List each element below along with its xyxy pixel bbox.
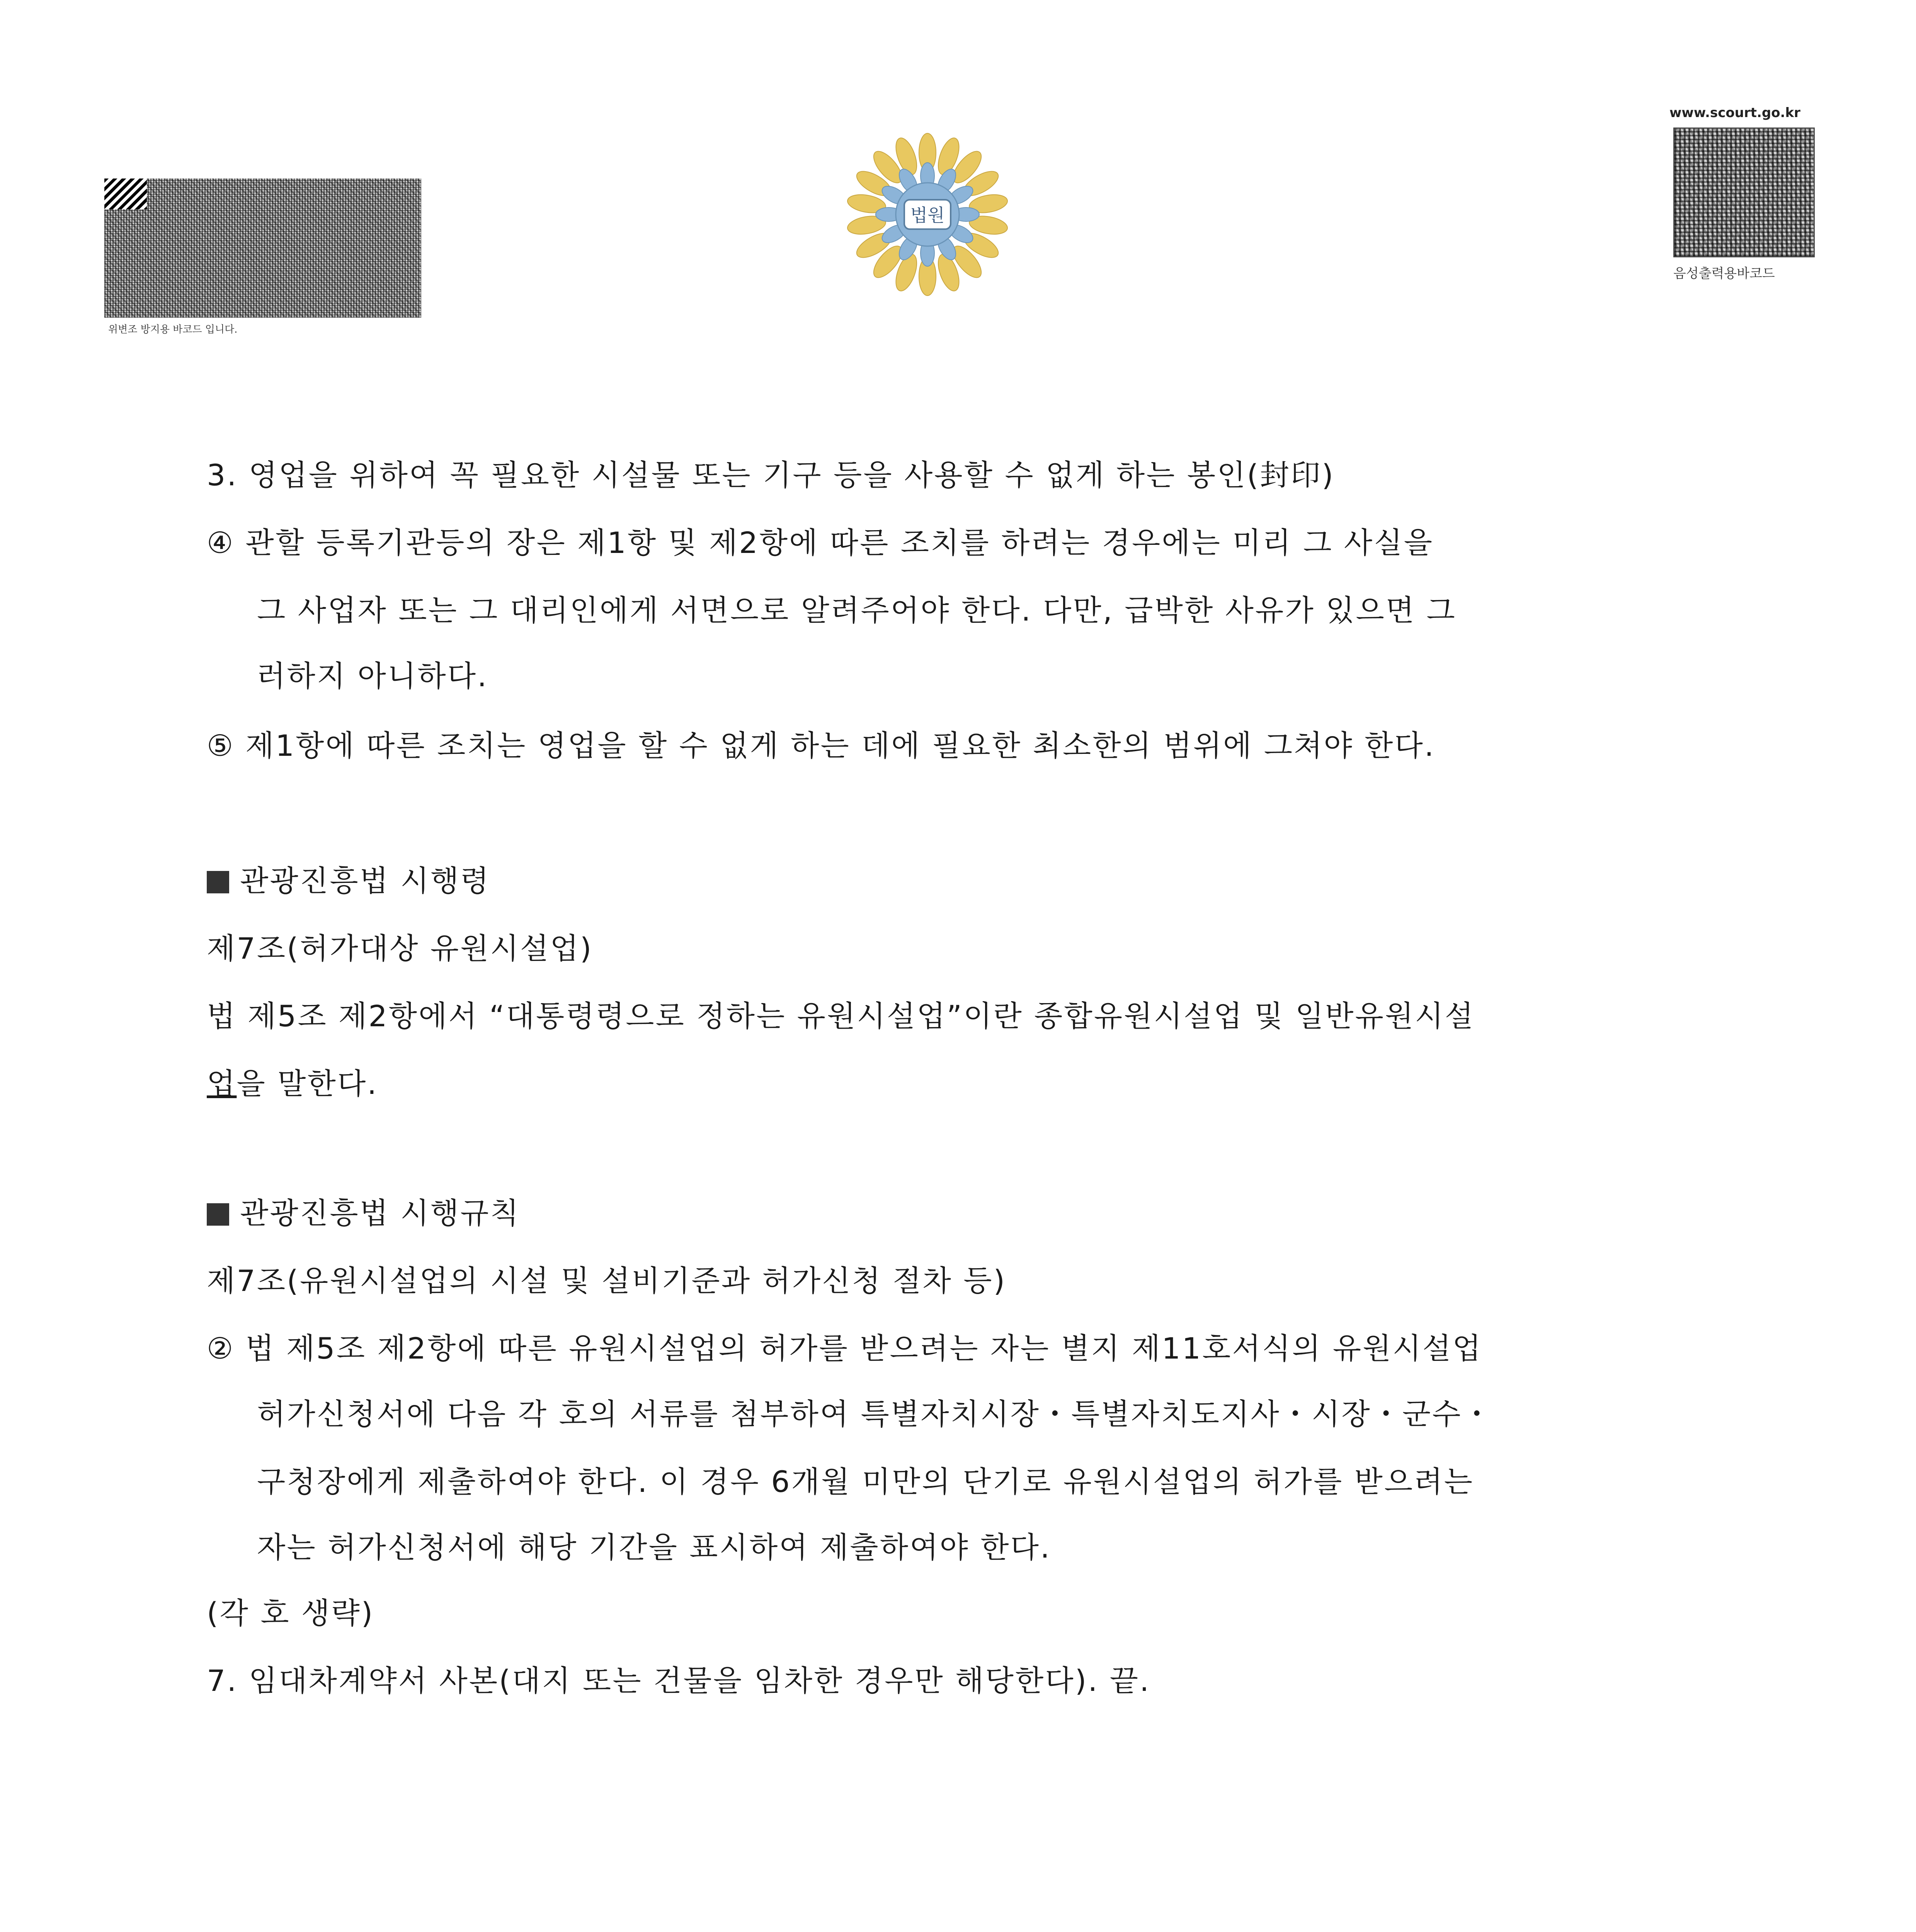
forgery-prevention-barcode [104, 179, 421, 318]
section1-heading: 관광진흥법 시행령 [207, 862, 490, 900]
section1-text-2: 업을 말한다. [207, 1066, 378, 1101]
audio-output-barcode [1673, 128, 1815, 257]
section2-line-3: 구청장에게 제출하여야 한다. 이 경우 6개월 미만의 단기로 유원시설업의 허가를 받으려는 [257, 1464, 1474, 1499]
section2-heading: 관광진흥법 시행규칙 [207, 1194, 520, 1233]
square-bullet-icon [207, 871, 229, 893]
emblem-text: 법원 [910, 205, 945, 226]
barcode-right-url: www.scourt.go.kr [1669, 105, 1800, 121]
body-line-1: 3. 영업을 위하여 꼭 필요한 시설물 또는 기구 등을 사용할 수 없게 하는 봉인(封印) [207, 458, 1335, 492]
last-line: 7. 임대차계약서 사본(대지 또는 건물을 임차한 경우만 해당한다). 끝. [207, 1663, 1151, 1698]
barcode-corner-mark [104, 179, 147, 209]
omission-note: (각 호 생략) [207, 1596, 374, 1630]
underlined-text: 업 [207, 1066, 237, 1101]
body-line-4: 러하지 아니하다. [257, 659, 488, 693]
section2-line-4: 자는 허가신청서에 해당 기간을 표시하여 제출하여야 한다. [257, 1530, 1052, 1565]
section1-text-1: 법 제5조 제2항에서 “대통령령으로 정하는 유원시설업”이란 종합유원시설업 및 일반유원시설 [207, 999, 1475, 1033]
barcode-left-caption: 위변조 방지용 바코드 입니다. [108, 324, 238, 335]
barcode-right-caption: 음성출력용바코드 [1673, 266, 1775, 281]
section2-article: 제7조(유원시설업의 시설 및 설비기준과 허가신청 절차 등) [207, 1264, 1007, 1298]
section2-line-2: 허가신청서에 다음 각 호의 서류를 첨부하여 특별자치시장・특별자치도지사・시장・군수・ [257, 1397, 1493, 1431]
body-line-5: ⑤ 제1항에 따른 조치는 영업을 할 수 없게 하는 데에 필요한 최소한의 범위에 그쳐야 한다. [207, 728, 1436, 763]
square-bullet-icon [207, 1203, 229, 1226]
body-line-2: ④ 관할 등록기관등의 장은 제1항 및 제2항에 따른 조치를 하려는 경우에는 미리 그 사실을 [207, 526, 1434, 560]
court-emblem-icon [846, 124, 1009, 301]
section1-article: 제7조(허가대상 유원시설업) [207, 931, 593, 966]
body-line-3: 그 사업자 또는 그 대리인에게 서면으로 알려주어야 한다. 다만, 급박한 사유가 있으면 그 [257, 593, 1457, 628]
section2-line-1: ② 법 제5조 제2항에 따른 유원시설업의 허가를 받으려는 자는 별지 제11호서식의 유원시설업 [207, 1331, 1482, 1366]
